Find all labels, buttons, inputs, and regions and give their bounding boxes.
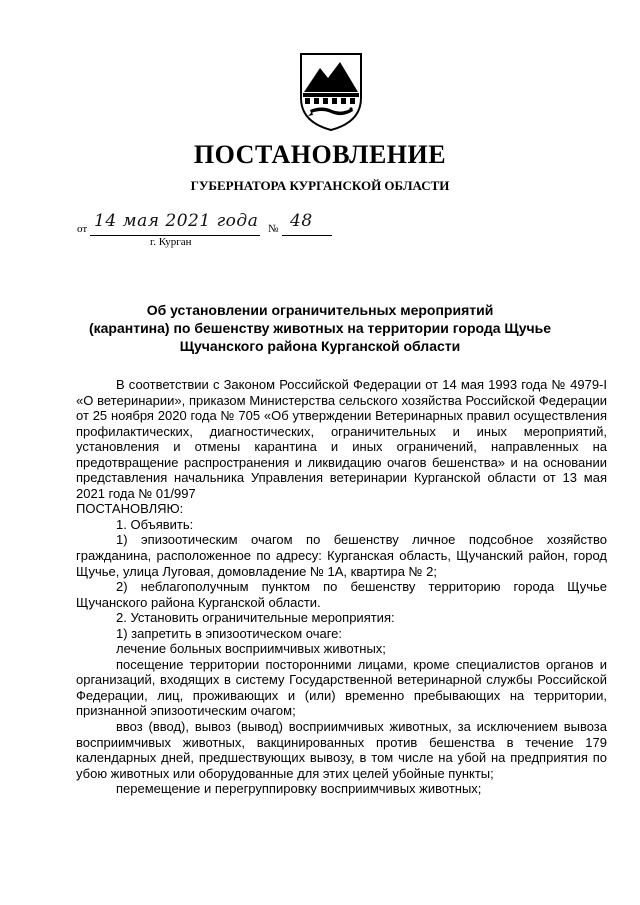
paragraph-ban-transport: ввоз (ввод), вывоз (вывод) восприимчивых животных, за исключением вывоза восприимчивых животных, вакцинированных против бешенства в течение 179 календарных дней, предшествующих вывозу, в том числе на убой на предприятия по убою животных или оборудованные для этих целей убойные пункты; <box>76 719 607 781</box>
paragraph-item-1: 1. Объявить: <box>116 516 194 532</box>
paragraph-ban-regrouping: перемещение и перегруппировку восприимчивых животных; <box>116 781 482 797</box>
coat-of-arms-emblem <box>298 52 364 132</box>
heading-line-1: Об установлении ограничительных мероприятий <box>146 302 494 318</box>
paragraph-ban-treatment: лечение больных восприимчивых животных; <box>116 641 386 657</box>
document-heading <box>60 301 580 355</box>
number-label: № <box>268 223 279 235</box>
document-title: ПОСТАНОВЛЕНИЕ <box>193 140 447 169</box>
number-underline <box>282 235 332 236</box>
document-subtitle: ГУБЕРНАТОРА КУРГАНСКОЙ ОБЛАСТИ <box>190 178 450 193</box>
paragraph-item-2-1: 1) запретить в эпизоотическом очаге: <box>116 625 343 641</box>
paragraph-decree: ПОСТАНОВЛЯЮ: <box>76 501 184 517</box>
paragraph-preamble: В соответствии с Законом Российской Федерации от 14 мая 1993 года № 4979-I «О ветеринарии», приказом Министерства сельского хозяйства Российской Федерации от 25 ноября 2020 года № 705 «Об утверждении Ветеринарных правил осуществления профилактических, диагностических, ограничительных и иных мероприятий, установления и отмены карантина и иных ограничений, направленных на предотвращение распространения и ликвидацию очагов бешенства» и на основании представления начальника Управления ветеринарии Курганской области от 13 мая 2021 года № 01/997 <box>76 377 607 501</box>
heading-line-2: (карантина) по бешенству животных на территории города Щучье <box>88 320 552 336</box>
city-label: г. Курган <box>150 236 192 248</box>
handwritten-date: 14 мая 2021 года <box>94 211 259 231</box>
handwritten-number: 48 <box>290 211 313 231</box>
date-from-label: от <box>77 223 88 235</box>
paragraph-ban-visits: посещение территории посторонними лицами, кроме специалистов органов и организаций, входящих в систему Государственной ветеринарной службы Российской Федерации, лиц, проживающих и (или) временно пребывающих на территории, признанной эпизоотическим очагом; <box>76 656 607 719</box>
paragraph-item-1-1: 1) эпизоотическим очагом по бешенству личное подсобное хозяйство гражданина, расположенное по адресу: Курганская область, Щучанский район, город Щучье, улица Луговая, домовладение № 1А, квартира № 2; <box>76 532 607 579</box>
paragraph-item-1-2: 2) неблагополучным пунктом по бешенству территорию города Щучье Щучанского района Курганской области. <box>76 579 607 610</box>
document-body <box>76 377 607 797</box>
paragraph-item-2: 2. Установить ограничительные мероприятия: <box>116 610 395 626</box>
heading-line-3: Щучанского района Курганской области <box>179 338 461 354</box>
